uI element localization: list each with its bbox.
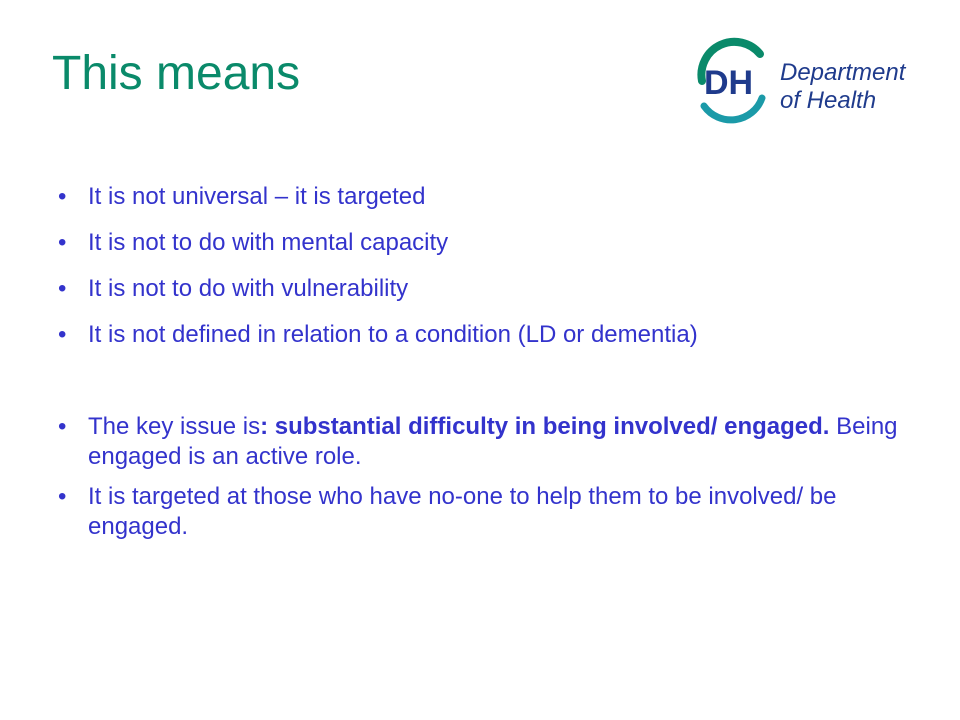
bullet-item-2: [52, 228, 932, 258]
logo-line1: Department: [780, 59, 906, 86]
bullet-marker: •: [58, 229, 67, 256]
bullet-list: [52, 182, 932, 558]
bullet-item-1: [52, 182, 932, 212]
logo-line2: of Health: [780, 87, 877, 114]
bullet-text: It is not to do with vulnerability: [88, 275, 409, 302]
bullet-text-prefix: The key issue is: [88, 413, 261, 440]
slide-title: This means: [52, 47, 301, 100]
bullet-text-suffix: Being engaged is an active role.: [88, 413, 898, 470]
bullet-text: It is targeted at those who have no-one to help them to be involved/ be engaged.: [88, 483, 837, 540]
bullet-text-bold: : substantial difficulty in being involved/ engaged.: [260, 413, 830, 440]
bullet-marker: •: [58, 183, 67, 210]
bullet-marker: •: [58, 321, 67, 348]
bullet-text: It is not defined in relation to a condition (LD or dementia): [88, 321, 698, 348]
bullet-text: It is not universal – it is targeted: [88, 183, 426, 210]
dh-logo-icon: [690, 36, 930, 126]
bullet-text: It is not to do with mental capacity: [88, 229, 449, 256]
department-of-health-logo: [690, 36, 930, 126]
bullet-marker: •: [58, 483, 67, 510]
bullet-item-4: [52, 320, 932, 350]
logo-abbr: DH: [704, 64, 754, 102]
bullet-marker: •: [58, 413, 67, 440]
bullet-item-3: [52, 274, 932, 304]
bullet-marker: •: [58, 275, 67, 302]
bullet-item-6: [52, 482, 932, 542]
bullet-item-5: [52, 412, 932, 472]
